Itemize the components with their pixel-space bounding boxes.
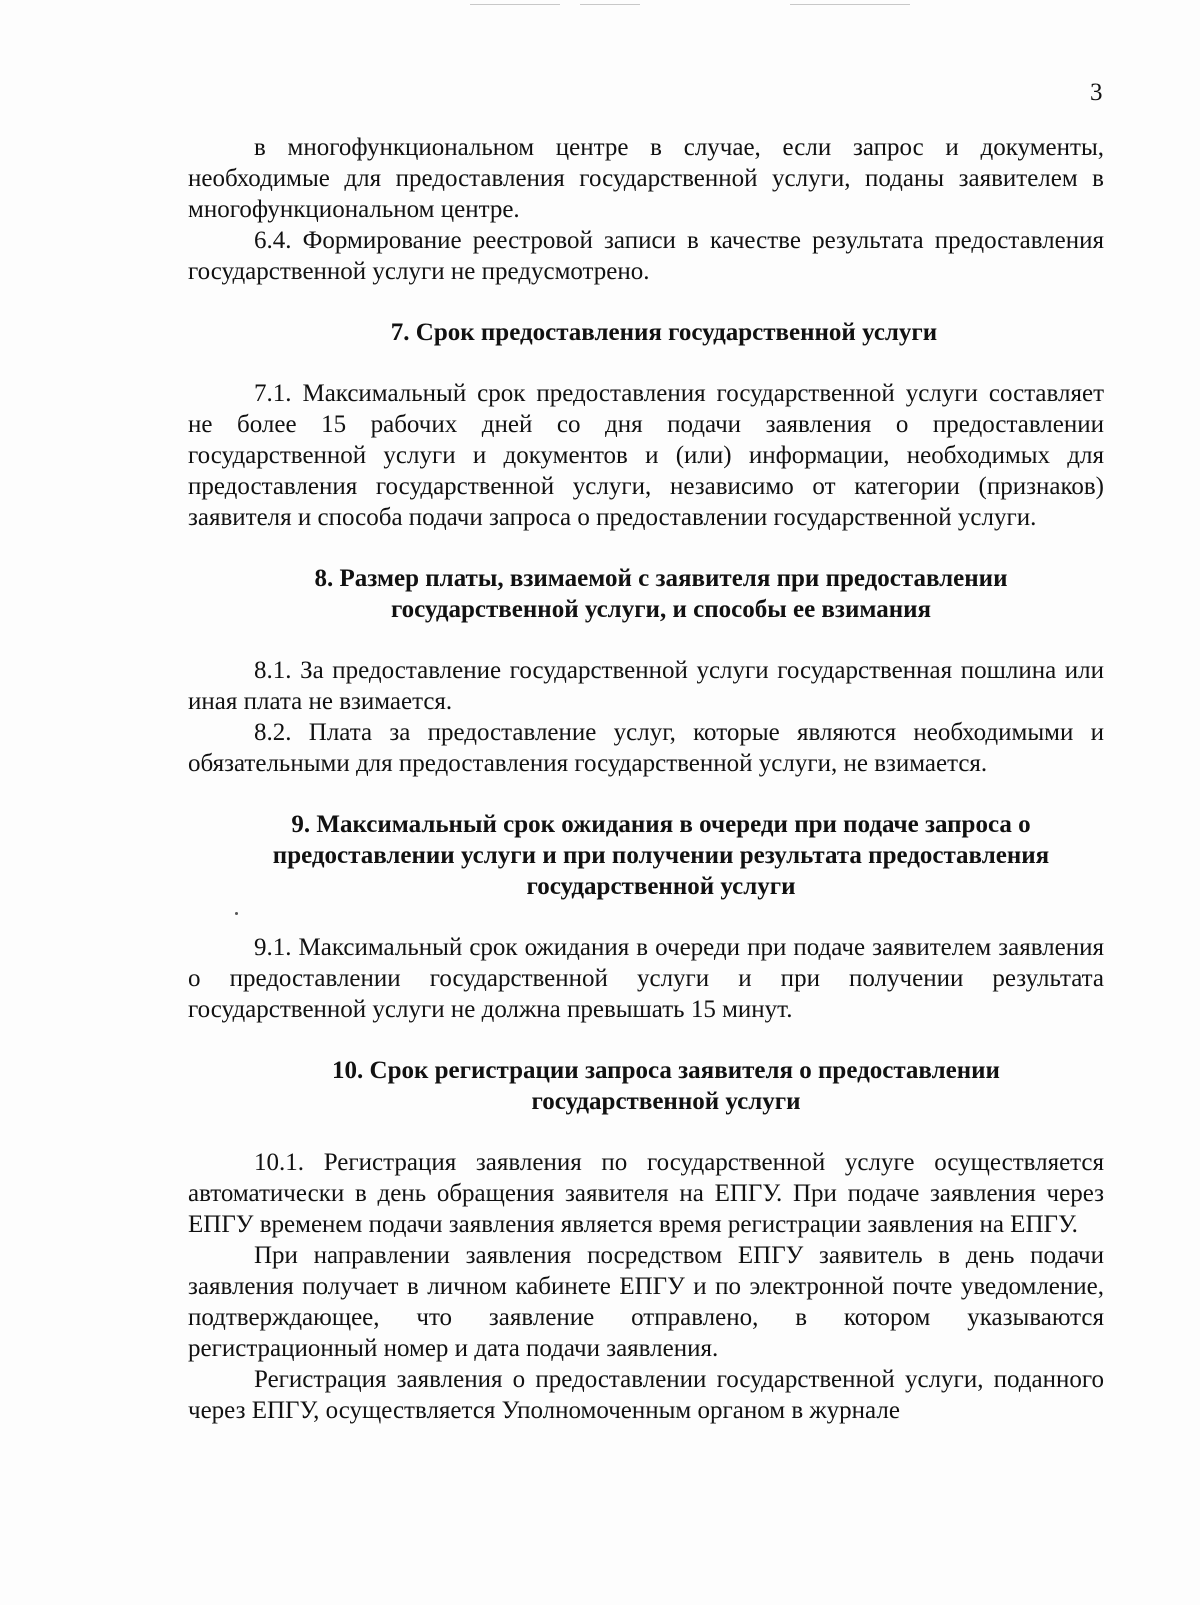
section-heading-7: 7. Срок предоставления государственной услуги	[390, 319, 938, 346]
document-body	[188, 132, 1104, 1426]
section-heading-10-line-2: государственной услуги	[531, 1088, 801, 1115]
section-heading-8	[188, 563, 1104, 625]
scan-artifact	[580, 4, 640, 5]
paragraph-8-1: 8.1. За предоставление государственной услуги государственная пошлина или иная плата не взимается.	[188, 657, 1104, 715]
scan-artifact	[470, 4, 560, 5]
paragraph-10-1-epgu-notice: При направлении заявления посредством ЕПГУ заявитель в день подачи заявления получает в личном кабинете ЕПГУ и по электронной почте уведомление, подтверждающее, что заявление отправлено, в котором указываются регистрационный номер и дата подачи заявления.	[188, 1242, 1104, 1362]
paragraph-9-1: 9.1. Максимальный срок ожидания в очереди при подаче заявителем заявления о предоставлении государственной услуги и при получении результата государственной услуги не должна превышать 15 минут.	[188, 934, 1104, 1023]
section-heading-8-line-2: государственной услуги, и способы ее взимания	[390, 596, 932, 623]
paragraph-10-1: 10.1. Регистрация заявления по государственной услуге осуществляется автоматически в день обращения заявителя на ЕПГУ. При подаче заявления через ЕПГУ временем подачи заявления является время регистрации заявления на ЕПГУ.	[188, 1149, 1104, 1238]
section-heading-9-line-2: предоставлении услуги и при получении результата предоставления	[272, 842, 1050, 869]
section-heading-9-line-3: государственной услуги	[526, 873, 796, 900]
page-number: 3	[1090, 79, 1103, 106]
paragraph-intro-continuation: в многофункциональном центре в случае, если запрос и документы, необходимые для предоставления государственной услуги, поданы заявителем в многофункциональном центре.	[188, 134, 1104, 223]
scan-artifact	[790, 4, 910, 5]
section-heading-9-line-1: 9. Максимальный срок ожидания в очереди при подаче запроса о	[291, 811, 1031, 838]
paragraph-10-1-registration: Регистрация заявления о предоставлении государственной услуги, поданного через ЕПГУ, осуществляется Уполномоченным органом в журнале	[188, 1366, 1104, 1424]
section-heading-10-line-1: 10. Срок регистрации запроса заявителя о предоставлении	[332, 1057, 1000, 1084]
section-heading-10	[188, 1055, 1104, 1117]
paragraph-7-1: 7.1. Максимальный срок предоставления государственной услуги составляет не более 15 рабочих дней со дня подачи заявления о предоставлении государственной услуги и документов и (или) информации, необходимых для предоставления государственной услуги, независимо от категории (признаков) заявителя и способа подачи запроса о предоставлении государственной услуги.	[188, 380, 1104, 531]
paragraph-8-2: 8.2. Плата за предоставление услуг, которые являются необходимыми и обязательными для предоставления государственной услуги, не взимается.	[188, 719, 1104, 777]
section-heading-9	[188, 809, 1104, 902]
paragraph-6-4: 6.4. Формирование реестровой записи в качестве результата предоставления государственной услуги не предусмотрено.	[188, 227, 1104, 285]
section-heading-8-line-1: 8. Размер платы, взимаемой с заявителя при предоставлении	[314, 565, 1008, 592]
